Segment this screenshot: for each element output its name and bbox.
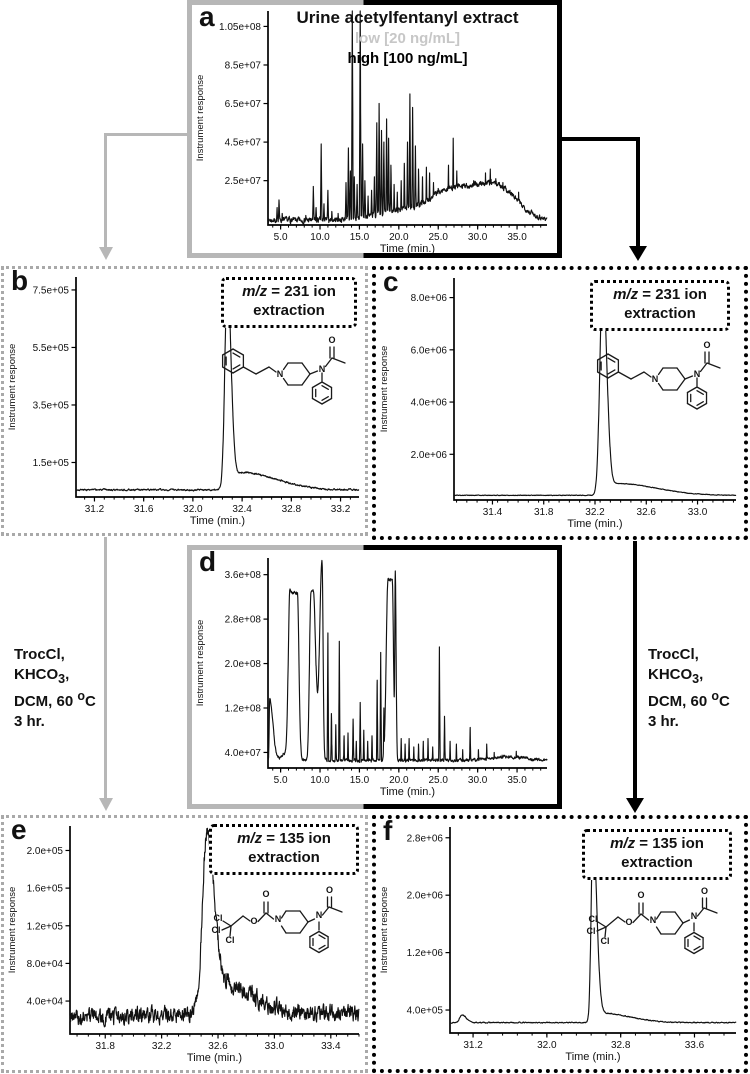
svg-text:32.8: 32.8 xyxy=(610,1040,631,1051)
svg-text:Time (min.): Time (min.) xyxy=(567,518,623,530)
svg-text:Instrument response: Instrument response xyxy=(379,345,390,433)
chromatogram-d xyxy=(192,550,557,804)
svg-text:32.6: 32.6 xyxy=(208,1041,228,1052)
svg-text:3.5e+05: 3.5e+05 xyxy=(32,400,69,412)
arrowhead-a-to-b xyxy=(99,247,113,260)
svg-text:31.4: 31.4 xyxy=(482,507,503,518)
svg-text:Time (min.): Time (min.) xyxy=(186,1052,243,1064)
svg-text:31.8: 31.8 xyxy=(533,507,554,518)
svg-text:33.0: 33.0 xyxy=(264,1041,285,1052)
svg-text:35.0: 35.0 xyxy=(507,775,527,786)
svg-text:Time (min.): Time (min.) xyxy=(379,243,436,253)
svg-text:32.6: 32.6 xyxy=(636,507,657,518)
svg-text:N: N xyxy=(651,374,659,384)
svg-text:N: N xyxy=(690,911,698,921)
svg-text:35.0: 35.0 xyxy=(507,232,527,243)
legend-low-concentration: low [20 ng/mL] xyxy=(355,30,460,48)
svg-text:N: N xyxy=(318,364,326,374)
svg-text:2.8e+06: 2.8e+06 xyxy=(406,833,443,845)
svg-text:10.0: 10.0 xyxy=(310,232,330,243)
troc-derivative-structure xyxy=(207,880,365,975)
svg-text:N: N xyxy=(693,369,701,379)
flow-line-a-to-c-vertical xyxy=(636,137,640,247)
svg-text:32.4: 32.4 xyxy=(232,504,252,515)
svg-text:2.5e+07: 2.5e+07 xyxy=(224,176,261,188)
svg-text:8.5e+07: 8.5e+07 xyxy=(224,60,261,72)
svg-text:32.0: 32.0 xyxy=(537,1040,557,1051)
panel-b-ion-231-low xyxy=(1,266,368,536)
flow-line-a-to-b-horizontal xyxy=(104,133,188,136)
ion-extraction-callout-b: m/z = 231 ion extraction xyxy=(221,277,357,328)
panel-letter-d: d xyxy=(199,546,217,577)
mz-symbol: m/z xyxy=(242,283,268,300)
mz-symbol: m/z xyxy=(237,830,263,847)
svg-text:1.6e+05: 1.6e+05 xyxy=(26,883,63,895)
svg-text:O: O xyxy=(700,886,709,896)
svg-text:N: N xyxy=(274,914,282,924)
svg-text:O: O xyxy=(325,885,334,895)
panel-d-derivatized-total-ion-chromatogram xyxy=(187,545,562,809)
panel-c-ion-231-high xyxy=(372,266,748,540)
svg-text:O: O xyxy=(262,889,270,899)
acetylfentanyl-structure xyxy=(213,329,363,421)
svg-text:30.0: 30.0 xyxy=(467,775,488,786)
flow-line-a-to-c-horizontal xyxy=(562,137,640,141)
svg-text:5.0: 5.0 xyxy=(273,232,288,243)
panel-letter-e: e xyxy=(11,814,27,845)
svg-text:Instrument response: Instrument response xyxy=(7,886,18,974)
svg-text:2.0e+05: 2.0e+05 xyxy=(26,845,63,857)
svg-text:Cl: Cl xyxy=(213,913,223,923)
ion-extraction-callout-e: m/z = 135 ion extraction xyxy=(209,824,359,875)
svg-text:33.4: 33.4 xyxy=(321,1041,341,1052)
panel-letter-a: a xyxy=(199,1,215,32)
panel-letter-b: b xyxy=(11,265,29,296)
mz-symbol: m/z xyxy=(613,286,639,303)
svg-text:Time (min.): Time (min.) xyxy=(565,1051,621,1063)
svg-text:Cl: Cl xyxy=(586,926,596,936)
acetylfentanyl-structure xyxy=(588,334,738,426)
svg-text:1.2e+08: 1.2e+08 xyxy=(224,703,261,715)
panel-letter-f: f xyxy=(383,815,393,846)
svg-text:31.6: 31.6 xyxy=(133,504,154,515)
svg-text:31.2: 31.2 xyxy=(463,1040,483,1051)
svg-text:33.0: 33.0 xyxy=(687,507,708,518)
svg-text:Cl: Cl xyxy=(600,936,610,946)
svg-text:O: O xyxy=(328,335,336,345)
svg-text:N: N xyxy=(276,369,284,379)
svg-text:O: O xyxy=(625,917,633,927)
svg-text:O: O xyxy=(250,916,258,926)
reaction-conditions-label-left: TrocCl, $KHCO_3$, DCM, 60 $^o$C 3 hr. xyxy=(14,646,96,731)
svg-text:30.0: 30.0 xyxy=(467,232,488,243)
svg-text:N: N xyxy=(649,915,657,925)
figure-title: Urine acetylfentanyl extract xyxy=(296,8,519,27)
panel-letter-c: c xyxy=(383,266,399,297)
svg-text:7.5e+05: 7.5e+05 xyxy=(32,285,69,297)
flow-line-c-to-f xyxy=(633,541,637,799)
troc-derivative-structure xyxy=(582,881,740,976)
svg-text:Cl: Cl xyxy=(588,914,598,924)
legend-high-concentration: high [100 ng/mL] xyxy=(347,49,468,67)
svg-text:O: O xyxy=(703,340,711,350)
svg-text:O: O xyxy=(637,890,645,900)
svg-text:Time (min.): Time (min.) xyxy=(189,515,246,527)
svg-text:1.2e+06: 1.2e+06 xyxy=(406,948,443,960)
svg-text:32.8: 32.8 xyxy=(281,504,302,515)
svg-text:6.0e+06: 6.0e+06 xyxy=(410,345,447,357)
svg-text:25.0: 25.0 xyxy=(428,775,448,786)
svg-text:10.0: 10.0 xyxy=(310,775,330,786)
panel-e-ion-135-low xyxy=(1,815,368,1073)
arrowhead-a-to-c xyxy=(629,246,647,261)
svg-text:6.5e+07: 6.5e+07 xyxy=(224,99,261,111)
panel-f-ion-135-high xyxy=(372,815,748,1073)
svg-text:3.6e+08: 3.6e+08 xyxy=(224,570,261,582)
svg-text:4.0e+04: 4.0e+04 xyxy=(26,996,63,1008)
panel-a-total-ion-chromatogram xyxy=(187,0,562,258)
svg-text:5.0: 5.0 xyxy=(273,775,288,786)
svg-text:4.5e+07: 4.5e+07 xyxy=(224,137,261,149)
svg-text:33.2: 33.2 xyxy=(330,504,351,515)
ion-extraction-callout-f: m/z = 135 ion extraction xyxy=(582,829,732,880)
mz-symbol: m/z xyxy=(610,835,636,852)
svg-text:4.0e+07: 4.0e+07 xyxy=(224,747,261,759)
svg-text:20.0: 20.0 xyxy=(389,232,409,243)
arrowhead-b-to-e xyxy=(99,798,113,811)
svg-text:32.2: 32.2 xyxy=(585,507,605,518)
svg-text:4.0e+05: 4.0e+05 xyxy=(406,1005,443,1017)
svg-text:Instrument response: Instrument response xyxy=(379,886,390,974)
svg-text:2.8e+08: 2.8e+08 xyxy=(224,614,261,626)
svg-text:4.0e+06: 4.0e+06 xyxy=(410,397,447,409)
svg-text:1.2e+05: 1.2e+05 xyxy=(26,921,63,933)
svg-text:Instrument response: Instrument response xyxy=(195,619,206,707)
svg-text:20.0: 20.0 xyxy=(389,775,409,786)
flow-line-a-to-b-vertical xyxy=(104,133,107,247)
svg-text:2.0e+06: 2.0e+06 xyxy=(406,890,443,902)
svg-text:8.0e+04: 8.0e+04 xyxy=(26,958,63,970)
svg-text:Time (min.): Time (min.) xyxy=(379,786,436,798)
svg-text:15.0: 15.0 xyxy=(349,775,370,786)
svg-text:5.5e+05: 5.5e+05 xyxy=(32,342,69,354)
reaction-conditions-label-right: TrocCl, $KHCO_3$, DCM, 60 $^o$C 3 hr. xyxy=(648,646,730,731)
svg-text:32.0: 32.0 xyxy=(183,504,203,515)
svg-text:8.0e+06: 8.0e+06 xyxy=(410,293,447,305)
svg-text:31.8: 31.8 xyxy=(95,1041,115,1052)
svg-text:32.2: 32.2 xyxy=(151,1041,172,1052)
svg-text:2.0e+08: 2.0e+08 xyxy=(224,659,261,671)
panel-a-title-block xyxy=(262,7,553,68)
svg-text:N: N xyxy=(315,910,323,920)
svg-text:1.5e+05: 1.5e+05 xyxy=(32,457,69,469)
svg-text:25.0: 25.0 xyxy=(428,232,448,243)
svg-text:Instrument response: Instrument response xyxy=(7,343,18,431)
svg-text:15.0: 15.0 xyxy=(349,232,370,243)
svg-text:2.0e+06: 2.0e+06 xyxy=(410,449,447,461)
svg-text:Cl: Cl xyxy=(225,935,235,945)
svg-text:33.6: 33.6 xyxy=(684,1040,705,1051)
svg-text:1.05e+08: 1.05e+08 xyxy=(219,21,261,33)
svg-text:31.2: 31.2 xyxy=(84,504,105,515)
svg-text:Cl: Cl xyxy=(211,925,221,935)
arrowhead-c-to-f xyxy=(626,798,644,813)
svg-text:Instrument response: Instrument response xyxy=(195,74,206,162)
ion-extraction-callout-c: m/z = 231 ion extraction xyxy=(590,280,730,331)
